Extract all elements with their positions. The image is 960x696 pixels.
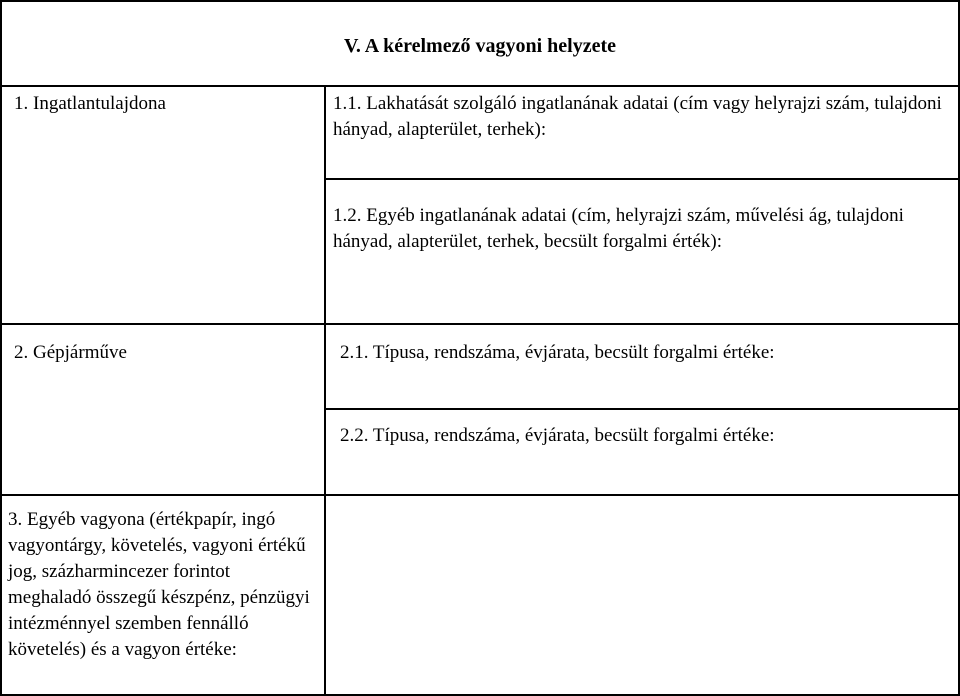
divider-item-1-2: [324, 178, 960, 180]
border-left: [0, 0, 2, 696]
column-separator: [324, 85, 326, 696]
item-2-2-text: 2.2. Típusa, rendszáma, évjárata, becsült forgalmi értéke:: [340, 425, 775, 446]
vehicle-label: 2. Gépjárműve: [14, 342, 127, 363]
real-estate-label: 1. Ingatlantulajdona: [14, 93, 166, 114]
divider-vehicle: [0, 323, 960, 325]
item-1-2-text: 1.2. Egyéb ingatlanának adatai (cím, helyrajzi szám, művelési ág, tulajdoni hányad, alapterület, terhek, becsült forgalmi érték):: [333, 205, 904, 252]
other-assets-label: 3. Egyéb vagyona (értékpapír, ingó vagyontárgy, követelés, vagyoni értékű jog, százharmincezer forintot meghaladó összegű készpénz, pénzügyi intézménnyel szemben fennálló követelés) és a vagyon értéke:: [8, 509, 310, 660]
divider-title: [0, 85, 960, 87]
item-2-1-text: 2.1. Típusa, rendszáma, évjárata, becsült forgalmi értéke:: [340, 342, 775, 363]
divider-item-2-2: [324, 408, 960, 410]
section-title: V. A kérelmező vagyoni helyzete: [344, 35, 616, 57]
item-1-1-text: 1.1. Lakhatását szolgáló ingatlanának adatai (cím vagy helyrajzi szám, tulajdoni hányad, alapterület, terhek):: [333, 93, 942, 140]
divider-other-assets: [0, 494, 960, 496]
border-top: [0, 0, 960, 2]
